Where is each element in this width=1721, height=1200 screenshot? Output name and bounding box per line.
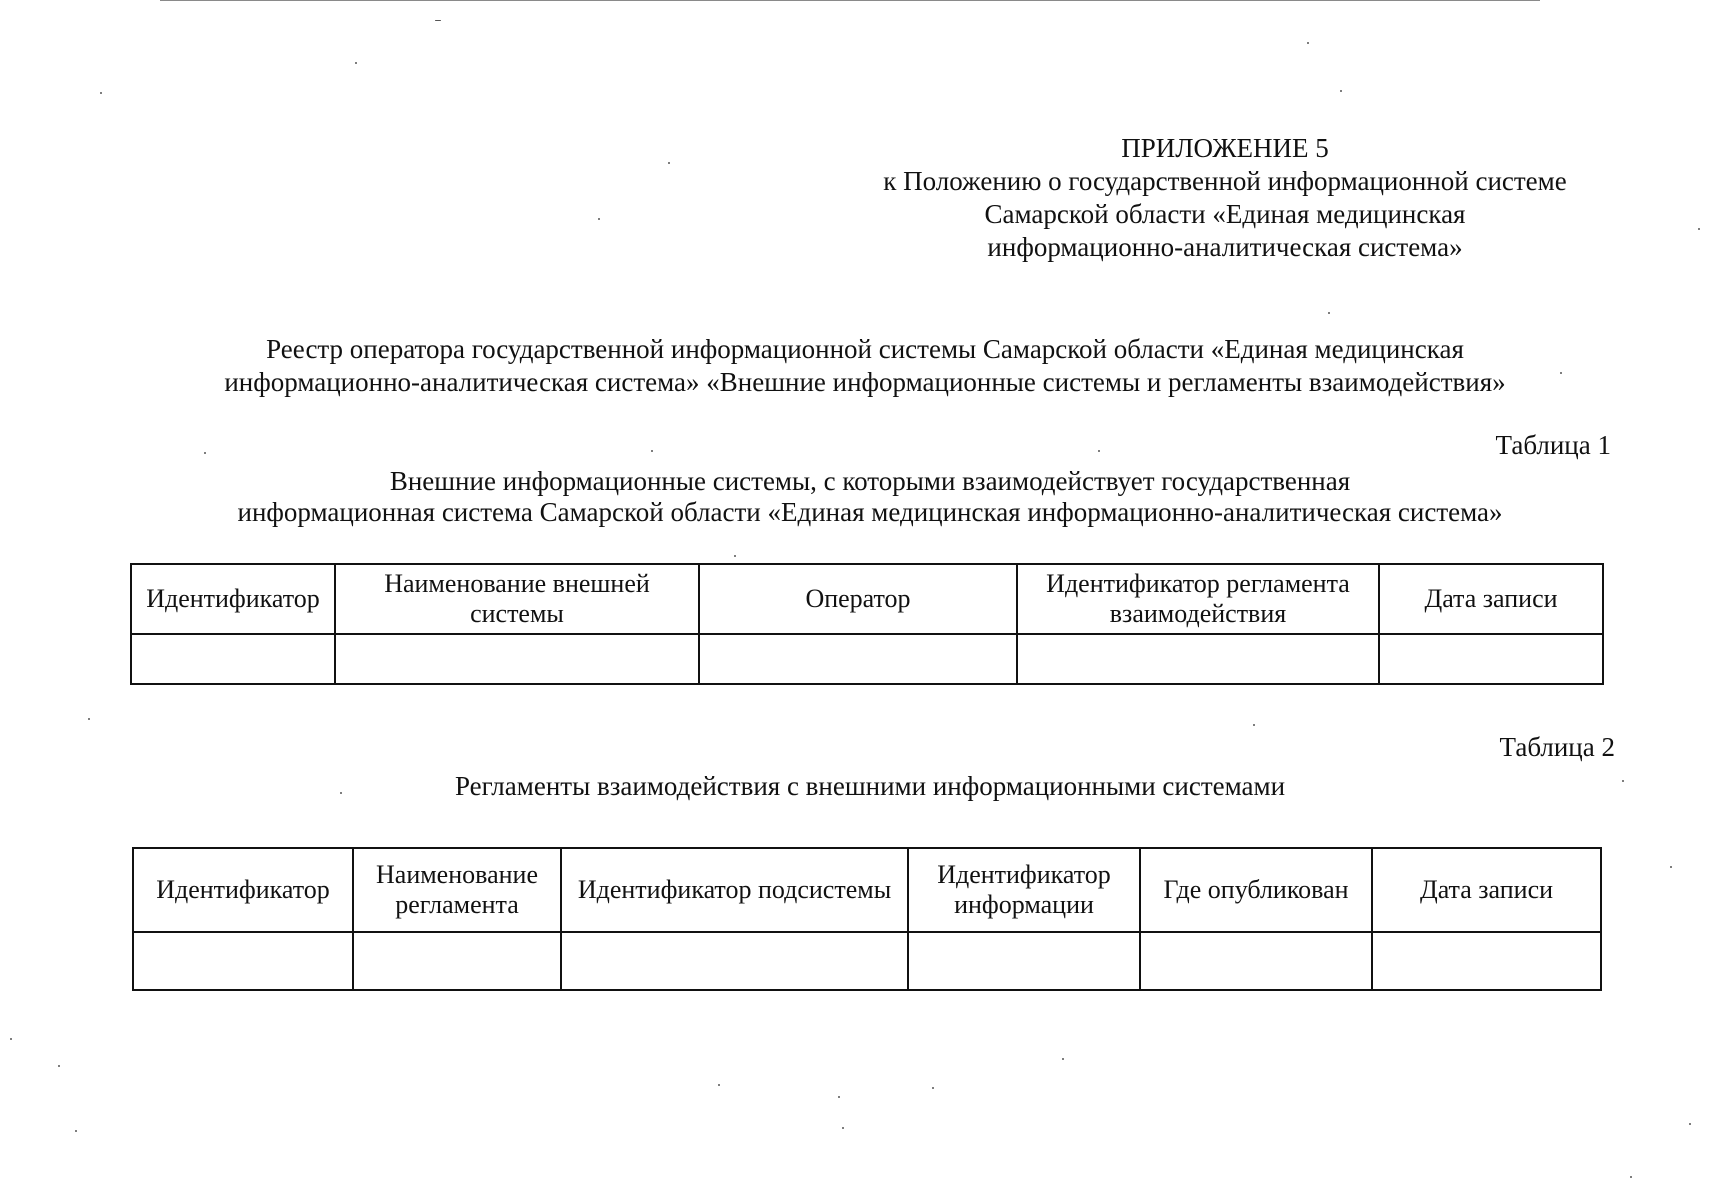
table2-header-row [133,848,1601,932]
table1-empty-row [131,634,1603,684]
scan-speck [1698,228,1700,230]
registry-title [120,333,1610,399]
scan-speck [340,792,342,794]
registry-title-line-1: Реестр оператора государственной информационной системы Самарской области «Единая медицинская [266,334,1464,364]
appendix-line-3: информационно-аналитическая система» [987,232,1463,262]
scan-speck [355,62,357,64]
table1-caption [140,466,1600,528]
scan-speck [75,1130,77,1132]
scan-speck [1062,1058,1064,1060]
table1-empty-cell [131,634,335,684]
scan-speck [1253,724,1255,726]
table1-header-cell: Дата записи [1379,564,1603,634]
scan-speck [204,452,206,454]
table1-header-row [131,564,1603,634]
appendix-line-2: Самарской области «Единая медицинская [984,199,1466,229]
table1-empty-cell [1379,634,1603,684]
table2-empty-cell [561,932,908,990]
scan-speck [435,20,441,21]
table1-caption-line-2: информационная система Самарской области «Единая медицинская информационно-аналитическая система» [237,497,1503,527]
scan-speck [651,450,653,452]
scan-speck [1098,450,1100,452]
table1-header-cell: Наименование внешней системы [335,564,699,634]
scan-speck [1560,372,1562,374]
table1-header-cell: Идентификатор [131,564,335,634]
table2-header-cell: Где опубликован [1140,848,1372,932]
appendix-line-1: к Положению о государственной информационной системе [883,166,1567,196]
scan-speck [1328,312,1330,314]
table2-header-cell: Идентификатор информации [908,848,1140,932]
scan-speck [598,218,600,220]
scan-edge-rule [160,0,1540,1]
scan-speck [1630,1176,1632,1178]
scan-speck [842,1127,844,1129]
scan-speck [1670,866,1672,868]
table1-empty-cell [1017,634,1379,684]
table2-empty-cell [1372,932,1601,990]
table2-header-cell: Дата записи [1372,848,1601,932]
table1-empty-cell [335,634,699,684]
scan-speck [838,1096,840,1098]
scan-speck [58,1065,60,1067]
appendix-block [830,132,1620,264]
table2-header-cell: Наименование регламента [353,848,561,932]
table2-empty-cell [1140,932,1372,990]
appendix-title: ПРИЛОЖЕНИЕ 5 [1121,133,1329,163]
table2-empty-cell [908,932,1140,990]
table2-caption [140,771,1600,802]
table1-empty-cell [699,634,1017,684]
table1-caption-line-1: Внешние информационные системы, с которыми взаимодействует государственная [389,466,1351,496]
scan-speck [1689,1123,1691,1125]
scan-speck [10,1038,12,1040]
scan-speck [1340,90,1342,92]
table2 [132,847,1602,991]
table2-header-cell: Идентификатор подсистемы [561,848,908,932]
scan-speck [932,1087,934,1089]
table2-empty-cell [353,932,561,990]
table1-header-cell: Идентификатор регламента взаимодействия [1017,564,1379,634]
registry-title-line-2: информационно-аналитическая система» «Внешние информационные системы и регламенты взаимодействия» [224,367,1506,397]
table1 [130,563,1604,685]
scan-speck [734,555,736,557]
table1-header-cell: Оператор [699,564,1017,634]
table2-header-cell: Идентификатор [133,848,353,932]
table1-label: Таблица 1 [1495,430,1611,460]
table2-empty-row [133,932,1601,990]
scan-speck [1307,42,1309,44]
scan-speck [668,162,670,164]
scan-speck [100,92,102,94]
scan-speck [1622,780,1624,782]
scan-speck [718,1084,720,1086]
scan-speck [88,718,90,720]
table2-empty-cell [133,932,353,990]
table2-caption-line: Регламенты взаимодействия с внешними информационными системами [454,771,1286,801]
table2-label: Таблица 2 [1499,732,1615,762]
